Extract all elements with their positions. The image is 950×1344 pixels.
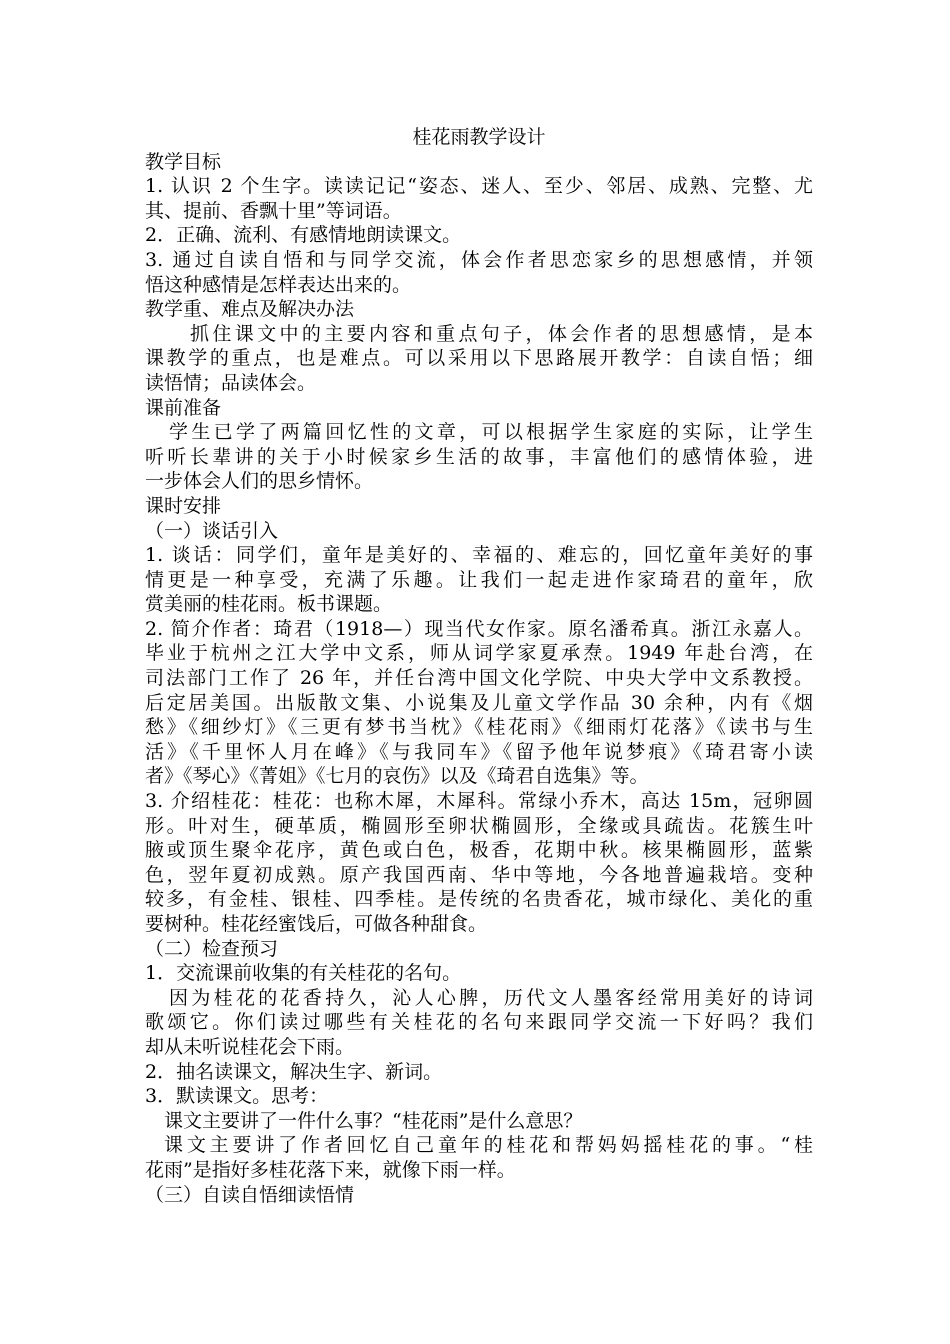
text-line: 2．正确、流利、有感情地朗读课文。 [145,224,462,247]
text-line: 课时安排 [145,494,222,517]
text-line: 后定居美国。出版散文集、小说集及儿童文学作品 30 余种，内有《烟 [145,691,813,714]
text-line: 3. 介绍桂花：桂花：也称木犀，木犀科。常绿小乔木，高达 15m，冠卵圆 [145,790,813,813]
text-line: 毕业于杭州之江大学中文系，师从词学家夏承焘。1949 年赴台湾，在 [145,642,813,665]
text-line: 歌颂它。你们读过哪些有关桂花的名句来跟同学交流一下好吗？我们 [145,1011,813,1034]
text-line: 3．默读课文。思考： [145,1085,329,1108]
text-line: 学生已学了两篇回忆性的文章，可以根据学生家庭的实际，让学生 [169,421,813,444]
text-line: 情更是一种享受，充满了乐趣。让我们一起走进作家琦君的童年，欣 [145,568,813,591]
text-line: 教学重、难点及解决办法 [145,298,355,321]
text-line: （三）自读自悟细读悟情 [145,1183,355,1206]
text-line: 课文主要讲了一件什么事？“桂花雨”是什么意思？ [164,1109,583,1132]
text-line: 要树种。桂花经蜜饯后，可做各种甜食。 [145,913,488,935]
text-line: 3. 通过自读自悟和与同学交流，体会作者思恋家乡的思想感情，并领 [145,248,813,271]
text-line: 2. 简介作者：琦君（1918—）现当代女作家。原名潘希真。浙江永嘉人。 [145,617,813,640]
text-line: 课文主要讲了作者回忆自己童年的桂花和帮妈妈摇桂花的事。“桂 [164,1134,813,1157]
text-line: （二）检查预习 [145,937,279,960]
text-line: 花雨”是指好多桂花落下来，就像下雨一样。 [145,1158,516,1181]
text-line: 者》《琴心》《菁姐》《七月的哀伤》以及《琦君自选集》等。 [145,765,649,788]
text-line: 其、提前、香飘十里”等词语。 [145,199,402,222]
document-body [145,150,813,1208]
text-line: 腋或顶生聚伞花序，黄色或白色，极香，花期中秋。核果椭圆形，蓝紫 [145,839,813,862]
text-line: 赏美丽的桂花雨。板书课题。 [145,593,393,616]
text-line: 因为桂花的花香持久，沁人心脾，历代文人墨客经常用美好的诗词 [169,986,813,1009]
text-line: 较多，有金桂、银桂、四季桂。是传统的名贵香花，城市绿化、美化的重 [145,888,813,911]
text-line: 1. 认识 2 个生字。读读记记“姿态、迷人、至少、邻居、成熟、完整、尤 [145,175,813,198]
text-line: 2．抽名读课文，解决生字、新词。 [145,1060,443,1083]
document-title: 桂花雨教学设计 [412,126,546,148]
text-line: （一）谈话引入 [145,519,279,542]
text-line: 抓住课文中的主要内容和重点句子，体会作者的思想感情，是本 [190,322,813,345]
text-line: 司法部门工作了 26 年，并任台湾中国文化学院、中央大学中文系教授。 [145,667,813,690]
text-line: 活》《千里怀人月在峰》《与我同车》《留予他年说梦痕》《琦君寄小读 [145,740,813,763]
text-line: 教学目标 [145,150,222,173]
text-line: 读悟情；品读体会。 [145,371,317,394]
text-line: 听听长辈讲的关于小时候家乡生活的故事，丰富他们的感情体验，进 [145,445,813,468]
text-line: 色，翌年夏初成熟。原产我国西南、华中等地，今各地普遍栽培。变种 [145,863,813,886]
text-line: 1. 谈话：同学们，童年是美好的、幸福的、难忘的，回忆童年美好的事 [145,544,813,567]
text-line: 一步体会人们的思乡情怀。 [145,470,374,493]
text-line: 悟这种感情是怎样表达出来的。 [145,273,412,296]
text-line: 1．交流课前收集的有关桂花的名句。 [145,962,462,985]
text-line: 愁》《细纱灯》《三更有梦书当枕》《桂花雨》《细雨灯花落》《读书与生 [145,716,813,739]
document-page [145,125,813,1207]
text-line: 课前准备 [145,396,222,419]
text-line: 形。叶对生，硬革质，椭圆形至卵状椭圆形，全缘或具疏齿。花簇生叶 [145,814,813,837]
text-line: 却从未听说桂花会下雨。 [145,1035,355,1058]
text-line: 课教学的重点，也是难点。可以采用以下思路展开教学：自读自悟；细 [145,347,813,370]
